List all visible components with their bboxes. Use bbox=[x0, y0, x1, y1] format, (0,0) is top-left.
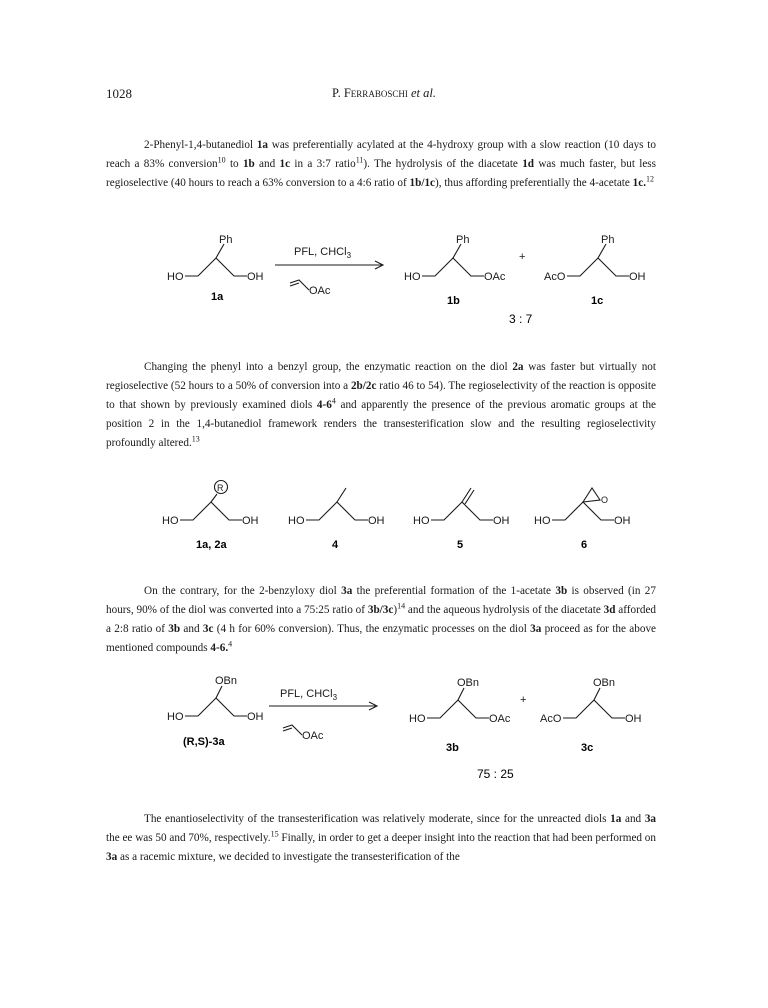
ratio-label: 75 : 25 bbox=[477, 767, 514, 781]
oac-label: OAc bbox=[309, 285, 331, 297]
paragraph-3: On the contrary, for the 2-benzyloxy diol 3a the preferential formation of the 1-acetate 3b is observed (in 27 hours, 90% of the diol was converted into a 75:25 ratio of 3b/3c)$^{14}$ and the aqueous hydrolysis of the diacetate 3d afforded a 2:8 ratio of 3b and 3c (4 h for 60% conversion). Thus, the enzymatic processes on the diol 3a proceed as for the above mentioned compounds 4-6.$^4$ bbox=[106, 585, 657, 654]
paragraph-1: 2-Phenyl-1,4-butanediol 1a was preferentially acylated at the 4-hydroxy group with a slow reaction (10 days to reach a 83% conversion$^{10}$ to 1b and 1c in a 3:7 ratio$^{11}$). The hydrolysis of the diacetate 1d was much faster, but less regioselective (40 hours to reach a 63% conversion to a 4:6 ratio of 1b/1c), thus affording preferentially the 4-acetate 1c.$^{12}$ bbox=[106, 139, 656, 189]
oh-label: OH bbox=[247, 711, 264, 723]
oac-label: OAc bbox=[484, 271, 506, 283]
oh-label: OH bbox=[629, 271, 646, 283]
compound-label: 4 bbox=[332, 539, 339, 551]
obn-label: OBn bbox=[457, 677, 480, 689]
oh-label: OH bbox=[242, 515, 259, 527]
running-header bbox=[0, 86, 768, 101]
obn-label: OBn bbox=[593, 677, 616, 689]
oac-label: OAc bbox=[489, 713, 511, 725]
plus-sign: + bbox=[520, 694, 527, 706]
oh-label: OH bbox=[368, 515, 385, 527]
page-number: 1028 bbox=[106, 86, 132, 101]
compound-label-3a: (R,S)-3a bbox=[183, 736, 225, 748]
plus-sign: + bbox=[519, 251, 526, 263]
header-etal: et al. bbox=[407, 86, 436, 100]
ho-label: HO bbox=[409, 713, 426, 725]
oh-label: OH bbox=[614, 515, 631, 527]
header-author: Ferraboschi bbox=[343, 86, 408, 100]
ho-label: HO bbox=[162, 515, 179, 527]
scheme-3 bbox=[0, 670, 768, 785]
scheme-2 bbox=[0, 470, 768, 560]
compound-label-1a: 1a bbox=[211, 291, 224, 303]
header-initial: P. bbox=[332, 86, 344, 100]
obn-label: OBn bbox=[215, 675, 238, 687]
paragraph-4: The enantioselectivity of the transesterification was relatively moderate, since for the unreacted diols 1a and 3a the ee was 50 and 70%, respectively.$^{15}$ Finally, in order to get a deeper insight into the reaction that had been performed on 3a as a racemic mixture, we decided to investigate the transesterification of the bbox=[106, 813, 656, 863]
compound-label-1c: 1c bbox=[591, 295, 604, 307]
ho-label: HO bbox=[288, 515, 305, 527]
oh-label: OH bbox=[493, 515, 510, 527]
ph-label: Ph bbox=[456, 234, 470, 246]
compound-label-3b: 3b bbox=[446, 742, 459, 754]
reagent-label: PFL, CHCl$_3$ bbox=[294, 246, 352, 260]
ho-label: HO bbox=[167, 711, 184, 723]
ho-label: HO bbox=[534, 515, 551, 527]
ratio-label: 3 : 7 bbox=[509, 312, 533, 326]
oac-label: OAc bbox=[302, 730, 324, 742]
ph-label: Ph bbox=[219, 234, 233, 246]
paragraph-2: Changing the phenyl into a benzyl group, the enzymatic reaction on the diol 2a was faster but virtually not regioselective (52 hours to a 50% of conversion into a 2b/2c ratio 46 to 54). The regioselectivity of the reaction is opposite to that shown by previously examined diols $4-6^4$ and apparently the presence of the previous aromatic groups at the position 2 in the 1,4-butanediol framework renders the transesterification slow and the resulting regioselectivity profoundly altered.$^{13}$ bbox=[106, 361, 657, 449]
reagent-label: PFL, CHCl$_3$ bbox=[280, 688, 338, 702]
compound-label: 6 bbox=[581, 539, 588, 551]
epoxide-o-label: O bbox=[601, 495, 609, 505]
compound-label-1b: 1b bbox=[447, 295, 460, 307]
compound-label-3c: 3c bbox=[581, 742, 594, 754]
ho-label: HO bbox=[404, 271, 421, 283]
aco-label: AcO bbox=[540, 713, 562, 725]
oh-label: OH bbox=[625, 713, 642, 725]
ph-label: Ph bbox=[601, 234, 615, 246]
scheme-1 bbox=[0, 228, 768, 338]
ho-label: HO bbox=[413, 515, 430, 527]
oh-label: OH bbox=[247, 271, 264, 283]
aco-label: AcO bbox=[544, 271, 566, 283]
ho-label: HO bbox=[167, 271, 184, 283]
compound-label: 1a, 2a bbox=[196, 539, 227, 551]
compound-label: 5 bbox=[457, 539, 464, 551]
r-group-label: R bbox=[217, 483, 224, 493]
